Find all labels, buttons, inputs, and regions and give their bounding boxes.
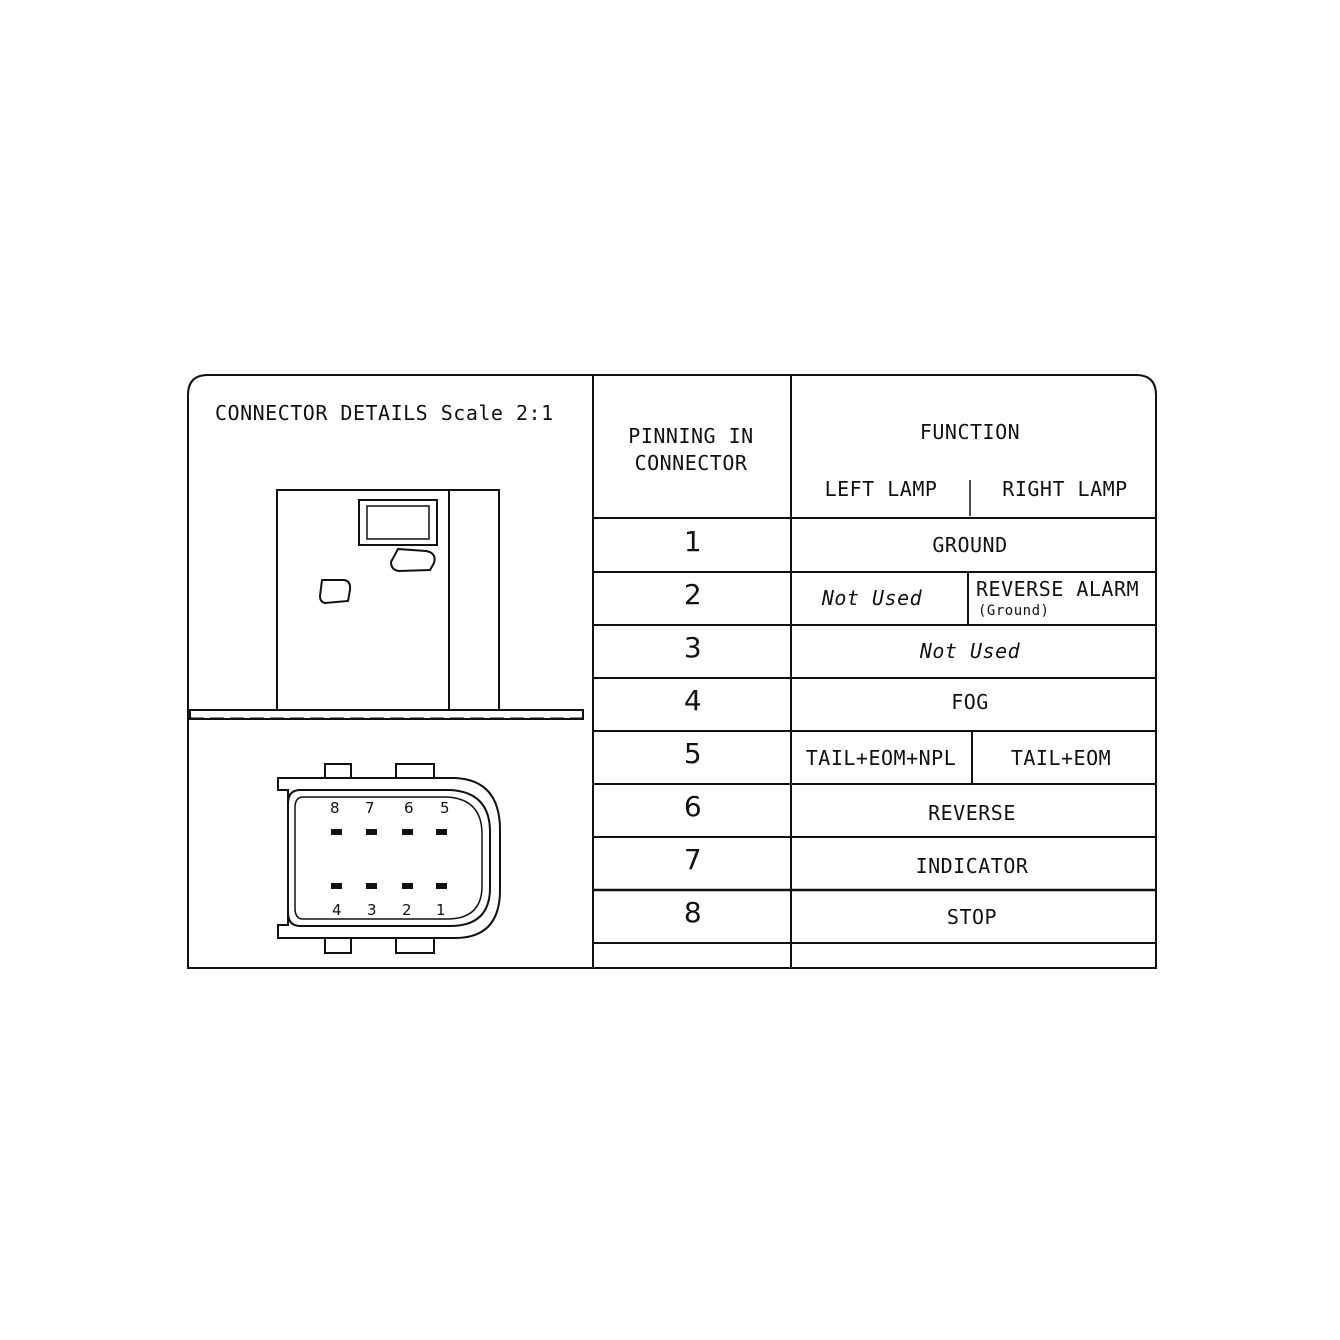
header-pinning-line2: CONNECTOR: [634, 451, 748, 475]
connector-pin-label: 5: [439, 799, 451, 817]
pin-number: 4: [683, 684, 703, 717]
connector-front-view: [278, 764, 500, 953]
function-stop: STOP: [946, 905, 998, 929]
function-tail-eom: TAIL+EOM: [1010, 746, 1112, 770]
header-pinning-line1: PINNING IN: [628, 424, 754, 448]
pin-number: 6: [683, 790, 703, 823]
connector-pin-label: 1: [435, 901, 447, 919]
pin-number: 3: [683, 631, 703, 664]
function-fog: FOG: [951, 690, 989, 714]
connector-pin-label: 3: [366, 901, 378, 919]
header-left-lamp: LEFT LAMP: [824, 477, 938, 501]
connector-pin-label: 4: [331, 901, 343, 919]
function-ground: GROUND: [932, 533, 1008, 557]
pin-number: 8: [683, 896, 703, 929]
function-indicator: INDICATOR: [915, 854, 1029, 878]
connector-pin-label: 8: [329, 799, 341, 817]
diagram-title: CONNECTOR DETAILS Scale 2:1: [215, 401, 554, 425]
function-left-not-used: Not Used: [821, 586, 923, 610]
connector-pin-label: 2: [401, 901, 413, 919]
header-function: FUNCTION: [919, 420, 1021, 444]
pin-number: 1: [683, 525, 703, 558]
pin-number: 5: [683, 737, 703, 770]
connector-side-view: [190, 490, 583, 719]
connector-pin-label: 6: [403, 799, 415, 817]
function-reverse: REVERSE: [928, 801, 1016, 825]
function-tail-eom-npl: TAIL+EOM+NPL: [805, 746, 957, 770]
function-reverse-alarm-note: (Ground): [978, 603, 1050, 619]
connector-pin-slots: [331, 829, 447, 889]
function-not-used: Not Used: [919, 639, 1021, 663]
header-right-lamp: RIGHT LAMP: [1002, 477, 1128, 501]
function-reverse-alarm: REVERSE ALARM: [976, 577, 1140, 601]
connector-pin-label: 7: [364, 799, 376, 817]
pin-number: 2: [683, 578, 703, 611]
pin-number: 7: [683, 843, 703, 876]
